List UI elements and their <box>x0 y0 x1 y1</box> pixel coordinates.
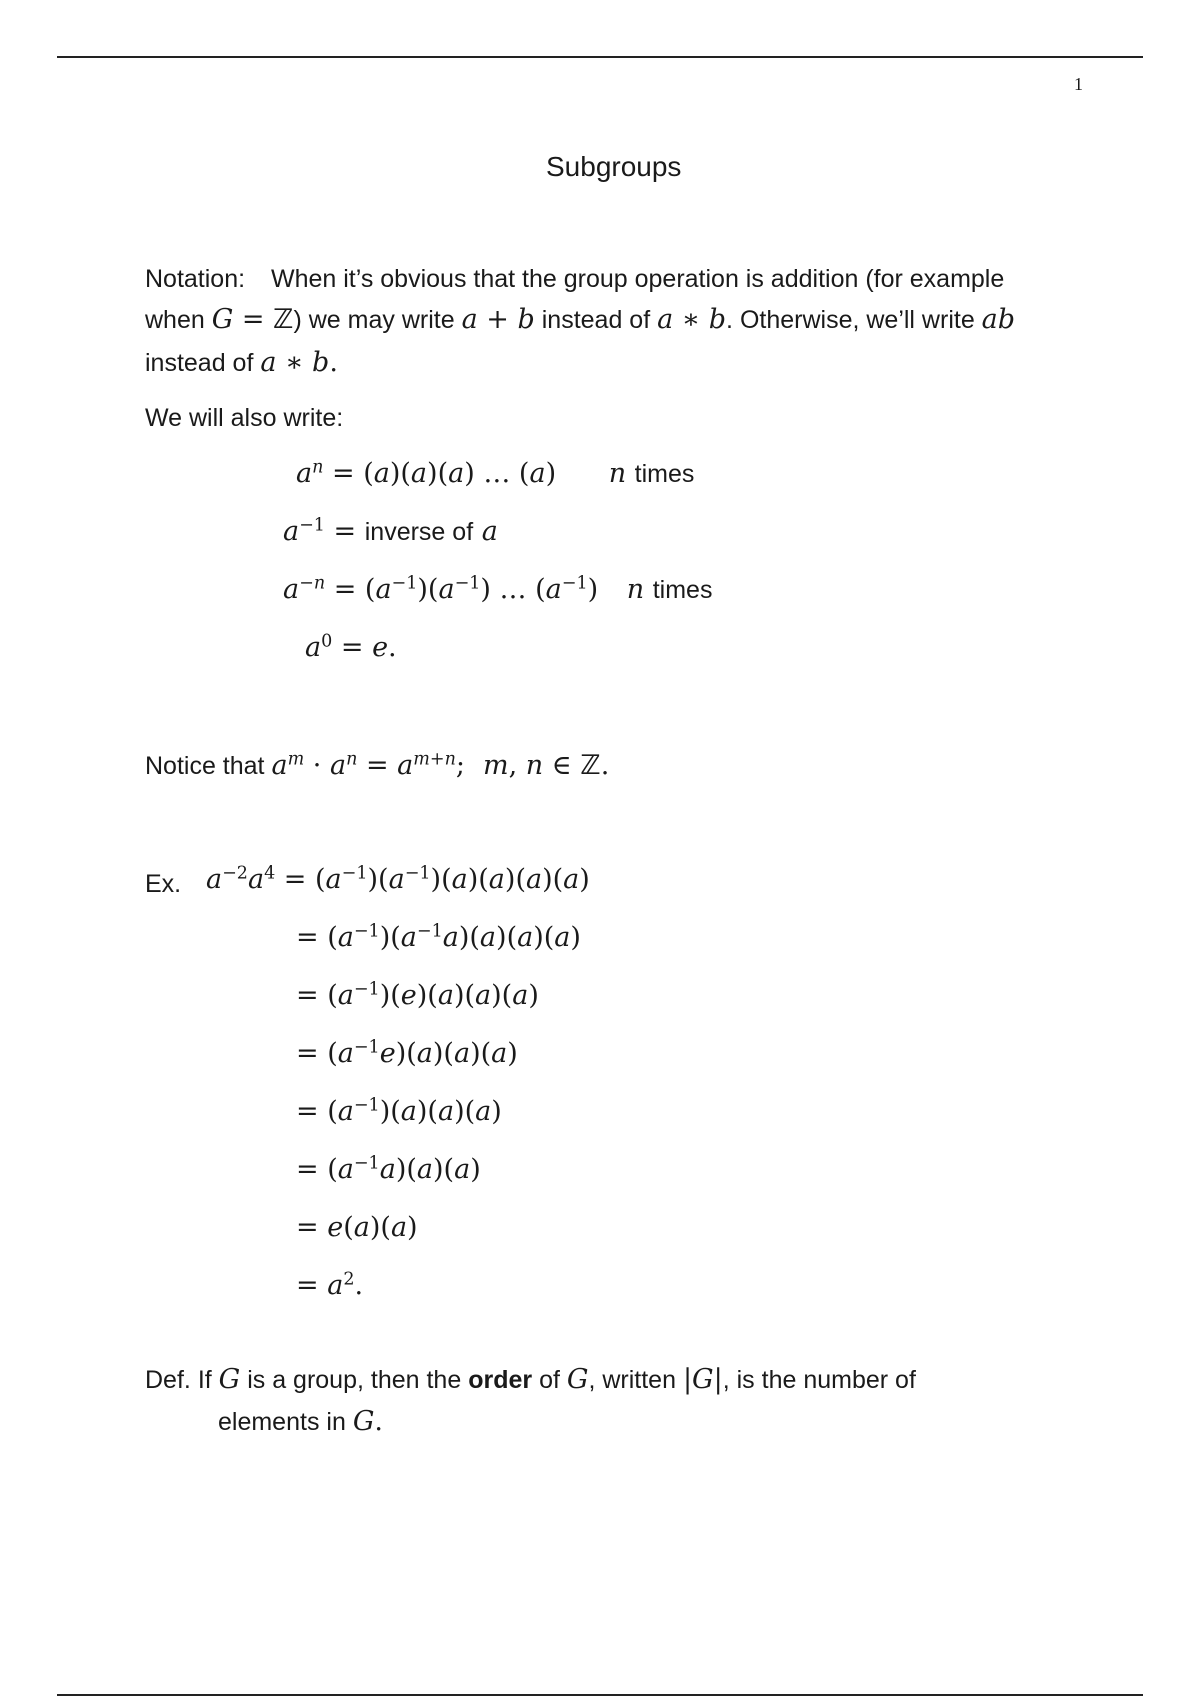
math-ab: ab <box>981 304 1016 335</box>
math-a-star-b-2: a ∗ b. <box>260 347 338 378</box>
definition-part-3: of <box>539 1366 560 1394</box>
example-step-3: = $(a^{-1})(e)(a)(a)(a)$ <box>296 979 539 1011</box>
notation-line-1 <box>145 264 1004 294</box>
def-a-power-minus-n: $a^{-n} = (a^{-1})(a^{-1})$ … $(a^{-1})$ n times <box>283 573 713 605</box>
notation-text-2b: we may write <box>308 306 455 334</box>
times-label-2: times <box>652 576 713 604</box>
example-step-1: $a^{-2}a^4 = (a^{-1})(a^{-1})(a)(a)(a)(a)$ <box>206 863 590 895</box>
example-label: Ex. <box>145 870 182 898</box>
definition-line-2-text: elements in <box>218 1408 346 1436</box>
math-a-star-b: a ∗ b <box>657 304 727 335</box>
notation-text-2c: instead of <box>541 306 651 334</box>
def-a-inverse: $a^{-1}$ = inverse of a <box>283 515 498 547</box>
example-step-6: = $(a^{-1}a)(a)(a)$ <box>296 1153 481 1185</box>
definition-part-2: is a group, then the <box>247 1366 462 1394</box>
example-step-7: = e(a)(a) <box>296 1212 418 1243</box>
definition-term-order: order <box>468 1366 533 1394</box>
definition-line-1: Def. If G is a group, then the order of G, written |G|, is the number of <box>145 1364 916 1395</box>
definition-part-5: , is the number of <box>722 1366 916 1394</box>
notation-line-3 <box>145 347 338 379</box>
page-title: Subgroups <box>546 151 682 182</box>
example-step-5: = $(a^{-1})(a)(a)(a)$ <box>296 1095 502 1127</box>
times-label-1: times <box>634 460 695 488</box>
notation-text-1: When it’s obvious that the group operation is addition (for example <box>270 265 1005 293</box>
example-step-2: = $(a^{-1})(a^{-1}a)(a)(a)(a)$ <box>296 921 581 953</box>
math-g-equals-z: G = ℤ <box>211 304 294 335</box>
notation-text-3a: instead of <box>145 349 254 377</box>
inverse-of-label: inverse of <box>364 518 474 546</box>
top-rule <box>57 56 1143 58</box>
bottom-rule <box>57 1694 1143 1696</box>
definition-label: Def. <box>145 1366 191 1394</box>
also-write: We will also write: <box>145 404 344 432</box>
definition-part-1: If <box>197 1366 212 1394</box>
notation-text-2d: . Otherwise, we’ll write <box>726 306 975 334</box>
definition-line-2: elements in G. <box>218 1406 383 1437</box>
notice-line <box>145 750 609 782</box>
notation-label: Notation: <box>145 265 246 293</box>
notice-text: Notice that <box>145 752 265 780</box>
math-exponent-law: $a^m \cdot a^n = a^{m+n}$; m, n ∈ ℤ. <box>271 749 610 781</box>
example-step-8: = $a^2$. <box>296 1269 364 1301</box>
notation-line-2: when G = ℤ) we may write a + b instead of a ∗ b. Otherwise, we’ll write ab <box>145 304 1016 335</box>
def-a-power-n: $a^n = (a)(a)(a)$ … (a) n times <box>296 457 695 489</box>
def-a-power-zero: $a^0 = e$. <box>305 631 397 663</box>
math-a-plus-b: a + b <box>461 304 535 335</box>
example-step-4: = $(a^{-1}e)(a)(a)(a)$ <box>296 1037 518 1069</box>
definition-part-4: , written <box>588 1366 676 1394</box>
notation-text-2a: when <box>145 306 205 334</box>
math-order-g: |G| <box>682 1364 723 1395</box>
page-number: 1 <box>1074 74 1083 94</box>
